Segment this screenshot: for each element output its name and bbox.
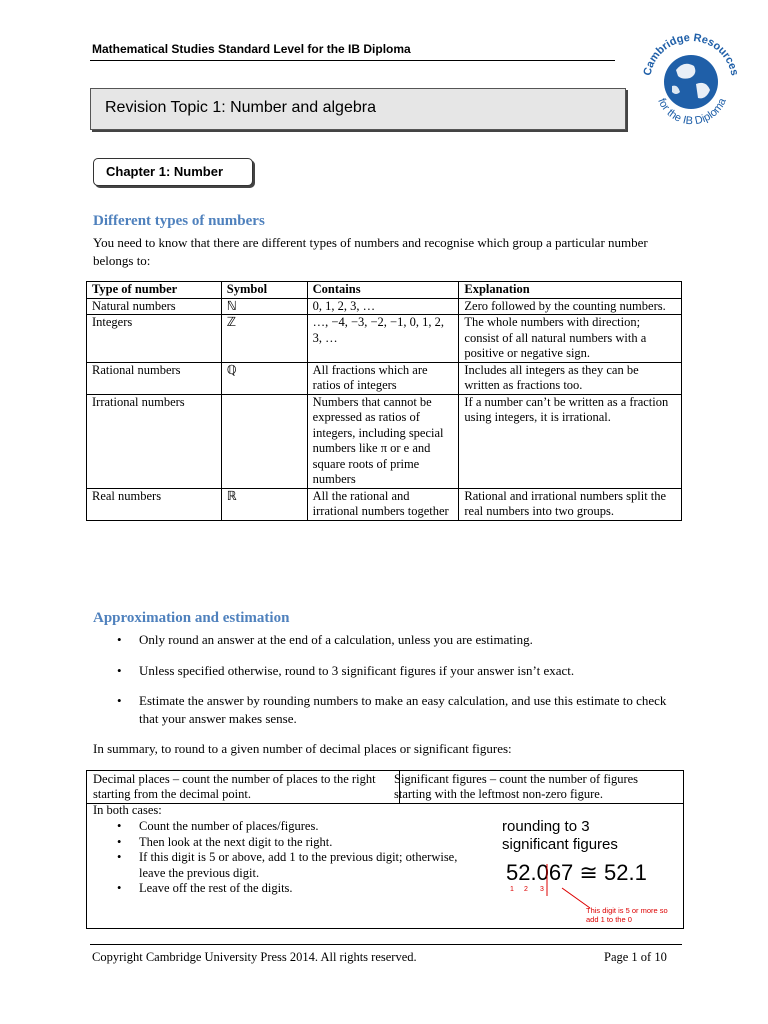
series-title: Mathematical Studies Standard Level for the IB Diploma [92,42,411,56]
table-cell: If a number can’t be written as a fraction using integers, it is irrational. [459,394,682,488]
list-item: • If this digit is 5 or above, add 1 to the previous digit; otherwise, leave the previous digit. [93,850,473,881]
rounding-figure [498,816,682,924]
column-header: Symbol [221,282,307,299]
figure-title-line1: rounding to 3 [502,818,590,835]
table-cell: ℚ [221,362,307,394]
list-item: • Only round an answer at the end of a calculation, unless you are estimating. [93,631,683,649]
figure-number: 52.067 [506,860,574,885]
topic-title: Revision Topic 1: Number and algebra [105,99,376,116]
table-cell: ℕ [221,298,307,315]
table-row [87,394,682,488]
table-header-row [87,282,682,299]
digit-label: 1 [510,886,514,893]
figure-result: 52.1 [603,860,647,885]
table-cell: Rational and irrational numbers split the real numbers into two groups. [459,488,682,520]
rounding-summary: In summary, to round to a given number of decimal places or significant figures: [93,741,512,756]
figure-note: This digit is 5 or more so add 1 to the 0 [586,906,668,924]
table-cell: Includes all integers as they can be written as fractions too. [459,362,682,394]
both-cases-label: In both cases: [93,803,162,817]
chapter-label-box [93,158,253,186]
table-cell: Integers [87,315,222,363]
copyright-notice: Copyright Cambridge University Press 2014. All rights reserved. [92,950,417,964]
significant-figures-cell: Significant figures – count the number of figures starting with the leftmost non-zero figure. [388,771,683,804]
table-cell: Natural numbers [87,298,222,315]
table-cell: Rational numbers [87,362,222,394]
column-header: Explanation [459,282,682,299]
digit-label: 3 [540,886,544,893]
table-cell: …, −4, −3, −2, −1, 0, 1, 2, 3, … [307,315,459,363]
table-cell: All fractions which are ratios of integers [307,362,459,394]
section-heading-approximation: Approximation and estimation [93,610,290,626]
table-cell: 0, 1, 2, 3, … [307,298,459,315]
table-row [87,298,682,315]
table-cell: All the rational and irrational numbers together [307,488,459,520]
table-cell: ℤ [221,315,307,363]
logo-text-top: Cambridge Resources [641,31,741,77]
list-item: • Unless specified otherwise, round to 3 significant figures if your answer isn’t exact. [93,662,683,680]
cambridge-logo [636,20,746,135]
table-cell: Zero followed by the counting numbers. [459,298,682,315]
table-cell: The whole numbers with direction; consist of all natural numbers with a positive or negative sign. [459,315,682,363]
footer-divider [90,944,682,945]
topic-title-box [90,88,626,130]
table-cell: Numbers that cannot be expressed as ratios of integers, including special numbers like π or e and square roots of prime numbers [307,394,459,488]
table-cell: Real numbers [87,488,222,520]
approximation-bullets [93,692,683,728]
header-divider [90,60,615,61]
chapter-label: Chapter 1: Number [106,164,224,179]
approximation-bullets [93,662,683,680]
table-row [87,362,682,394]
decimal-places-cell: Decimal places – count the number of places to the right starting from the decimal point. [87,771,400,804]
table-row [87,488,682,520]
globe-icon [664,55,718,109]
figure-title-line2: significant figures [502,836,618,853]
column-header: Contains [307,282,459,299]
table-row [87,315,682,363]
section-intro: You need to know that there are different types of numbers and recognise which group a particular number belongs to: [93,235,648,268]
rounding-steps [93,819,473,897]
list-item: • Leave off the rest of the digits. [93,881,473,897]
list-item: • Estimate the answer by rounding numbers to make an easy calculation, and use this estimate to check that your answer makes sense. [93,692,683,728]
table-cell: ℝ [221,488,307,520]
approximation-bullets [93,631,683,649]
section-heading-types: Different types of numbers [93,213,265,229]
list-item: • Then look at the next digit to the right. [93,835,473,851]
number-types-table [86,281,682,521]
digit-label: 2 [524,886,528,893]
column-header: Type of number [87,282,222,299]
table-cell: Irrational numbers [87,394,222,488]
page-number: Page 1 of 10 [604,950,667,964]
approx-sign: ≅ [579,860,598,885]
table-cell [221,394,307,488]
logo-text-bottom: for the IB Diploma [655,96,729,128]
list-item: • Count the number of places/figures. [93,819,473,835]
